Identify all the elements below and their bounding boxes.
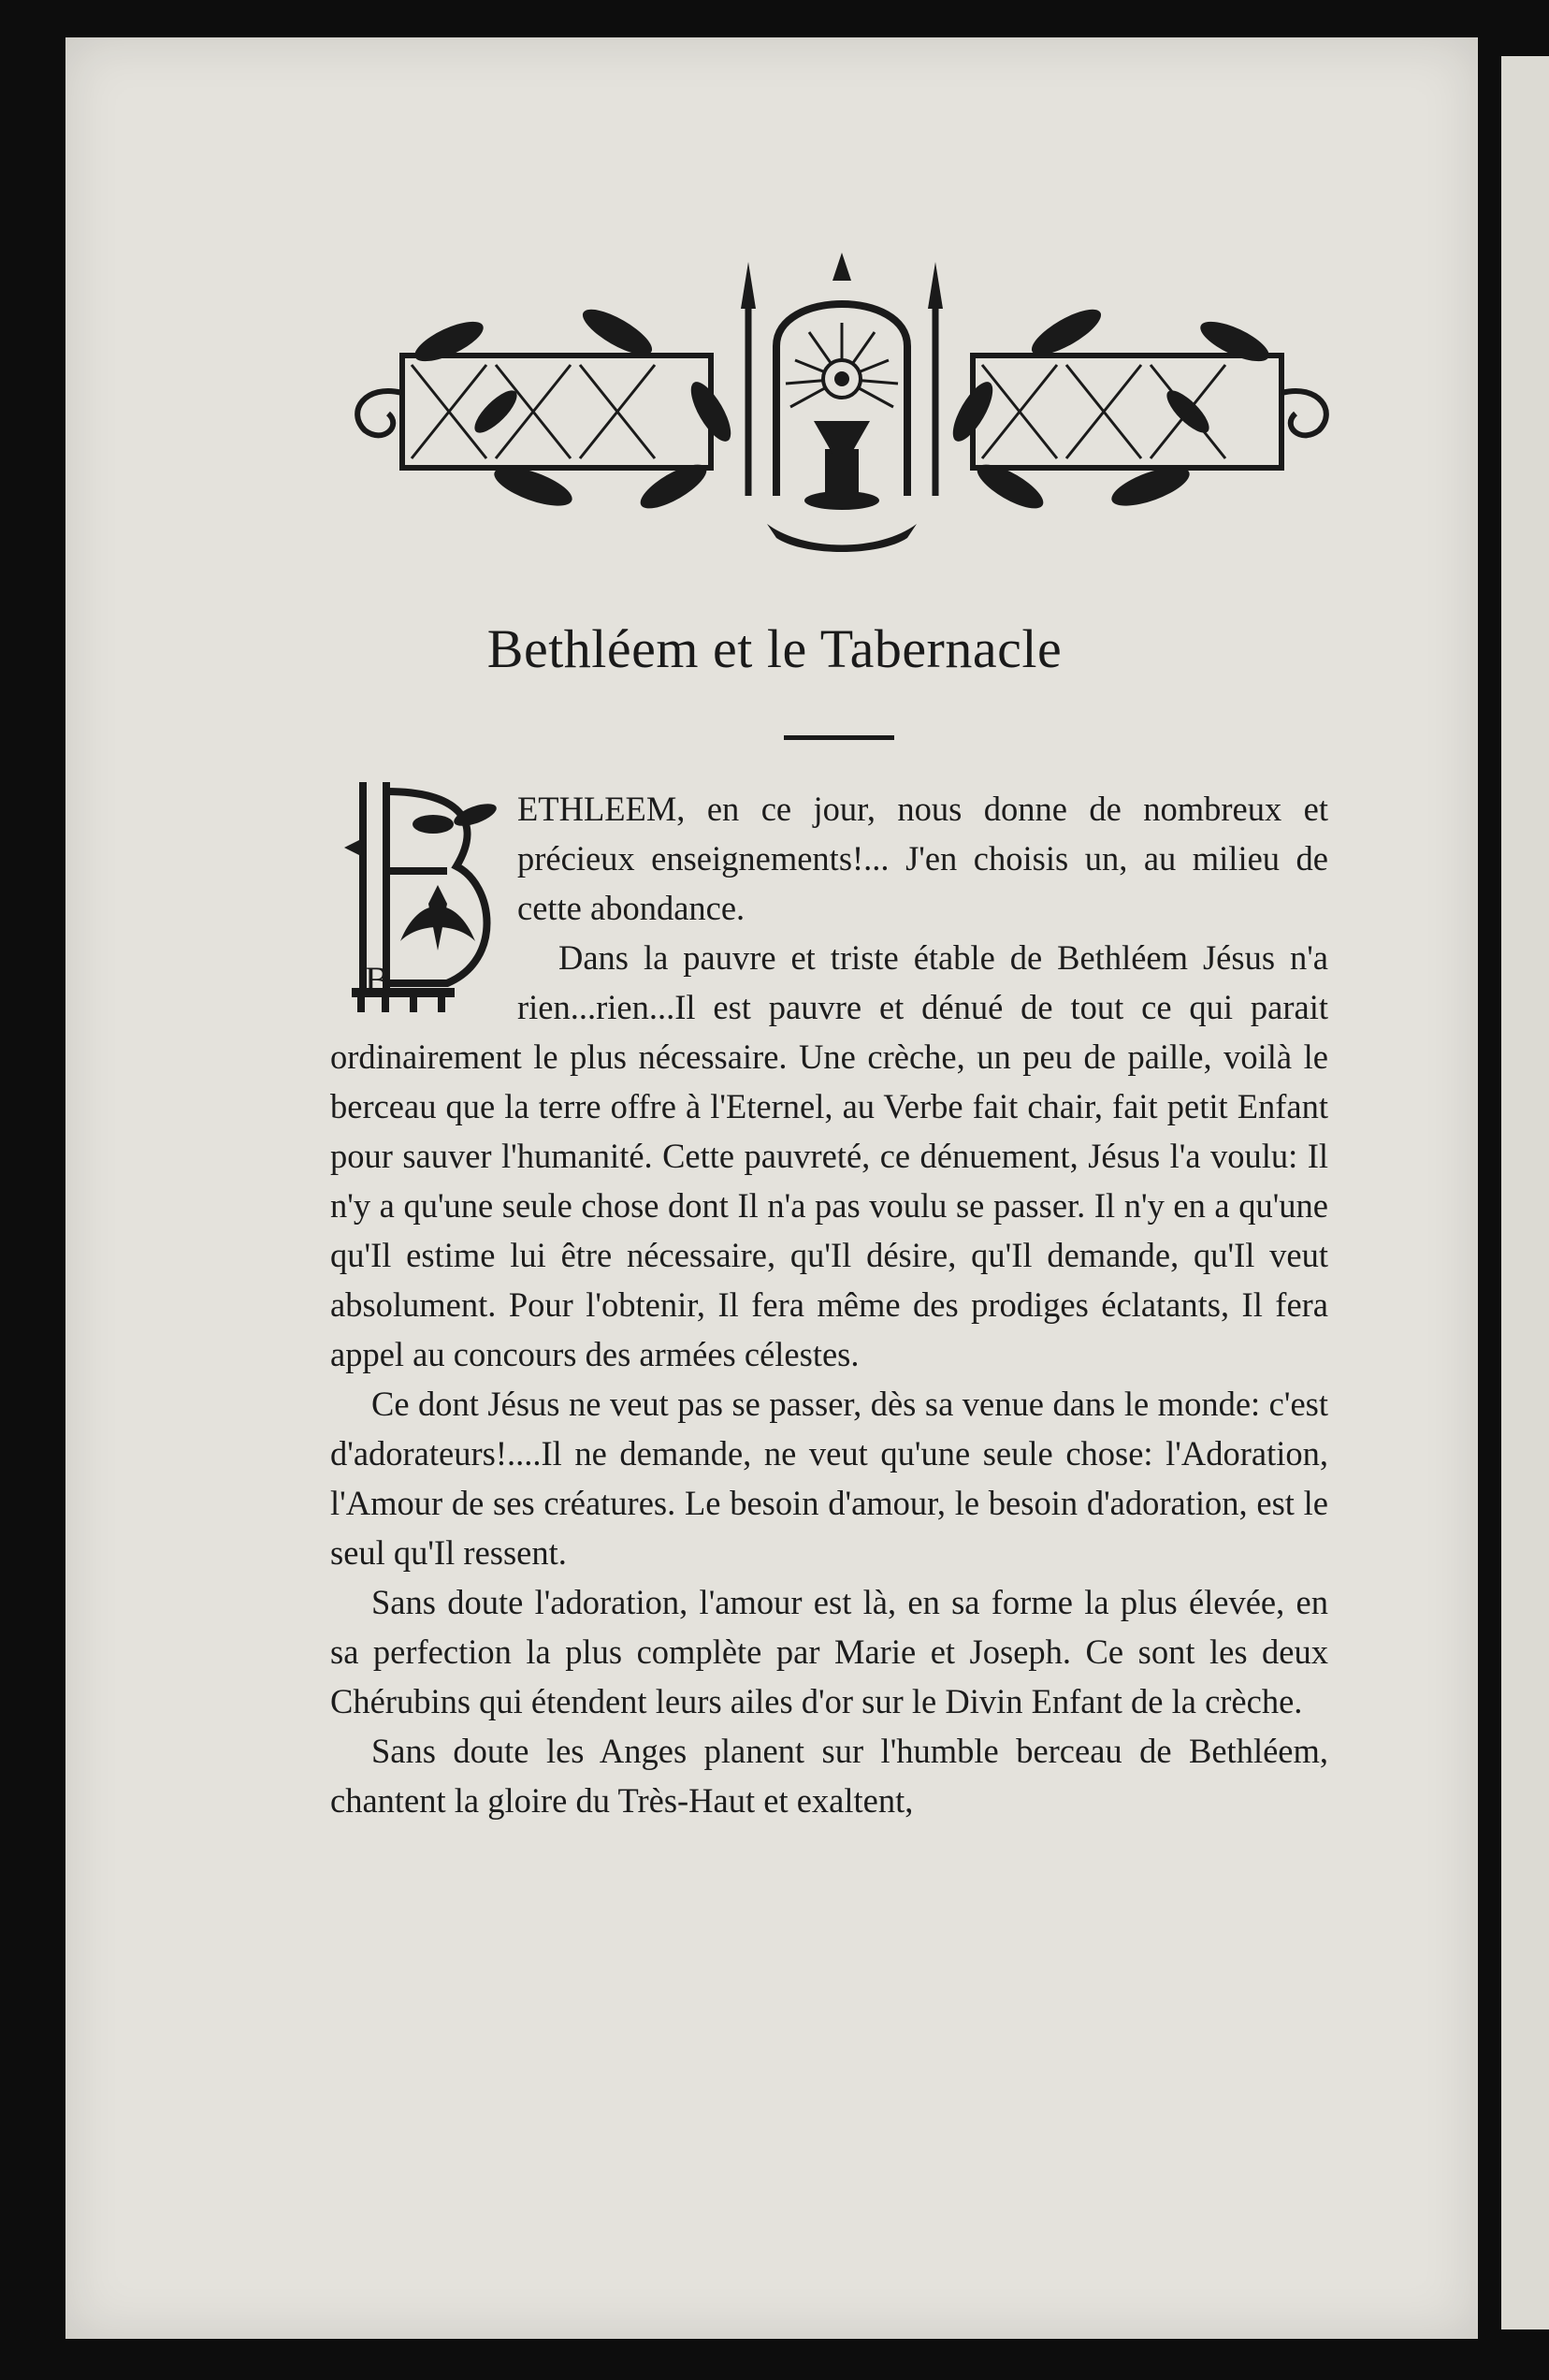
paragraph: Sans doute les Anges planent sur l'humble berceau de Bethléem, chantent la gloire du Très-Haut et exaltent, [330, 1732, 1328, 1820]
page-title: Bethléem et le Tabernacle [486, 618, 1063, 679]
paragraph: Sans doute l'adoration, l'amour est là, en sa forme la plus élevée, en sa perfection la plus complète par Marie et Joseph. Ce sont les deux Chérubins qui étendent leurs ailes d'or sur le Divin Enfant de la crèche. [330, 1583, 1328, 1720]
body-text [330, 784, 1328, 1825]
drop-cap-letter: B [365, 959, 390, 1001]
drop-cap-space [330, 784, 517, 1032]
paragraph: Ce dont Jésus ne veut pas se passer, dès sa venue dans le monde: c'est d'adorateurs!....Il ne demande, ne veut qu'une seule chose: l'Adoration, l'Amour de ses créatures. Le besoin d'amour, le besoin d'adoration, est le seul qu'Il ressent. [330, 1385, 1328, 1572]
title-divider [784, 735, 894, 740]
ornamental-headpiece [337, 253, 1347, 561]
paragraph: Dans la pauvre et triste étable de Bethléem Jésus n'a rien...rien...Il est pauvre et dénué de tout ce qui parait ordinairement le plus nécessaire. Une crèche, un peu de paille, voilà le berceau que la terre offre à l'Eternel, au Verbe fait chair, fait petit Enfant pour sauver l'humanité. Cette pauvreté, ce dénuement, Jésus l'a voulu: Il n'y a qu'une seule chose dont Il n'a pas voulu se passer. Il n'y en a qu'une qu'Il estime lui être nécessaire, qu'Il désire, qu'Il demande, qu'Il veut absolument. Pour l'obtenir, Il fera même des prodiges éclatants, Il fera appel au concours des armées célestes. [330, 938, 1328, 1373]
paragraph: ETHLEEM, en ce jour, nous donne de nombreux et précieux enseignements!... J'en choisis un, au milieu de cette abondance. [517, 790, 1328, 927]
adjacent-page-edge [1501, 56, 1549, 2329]
